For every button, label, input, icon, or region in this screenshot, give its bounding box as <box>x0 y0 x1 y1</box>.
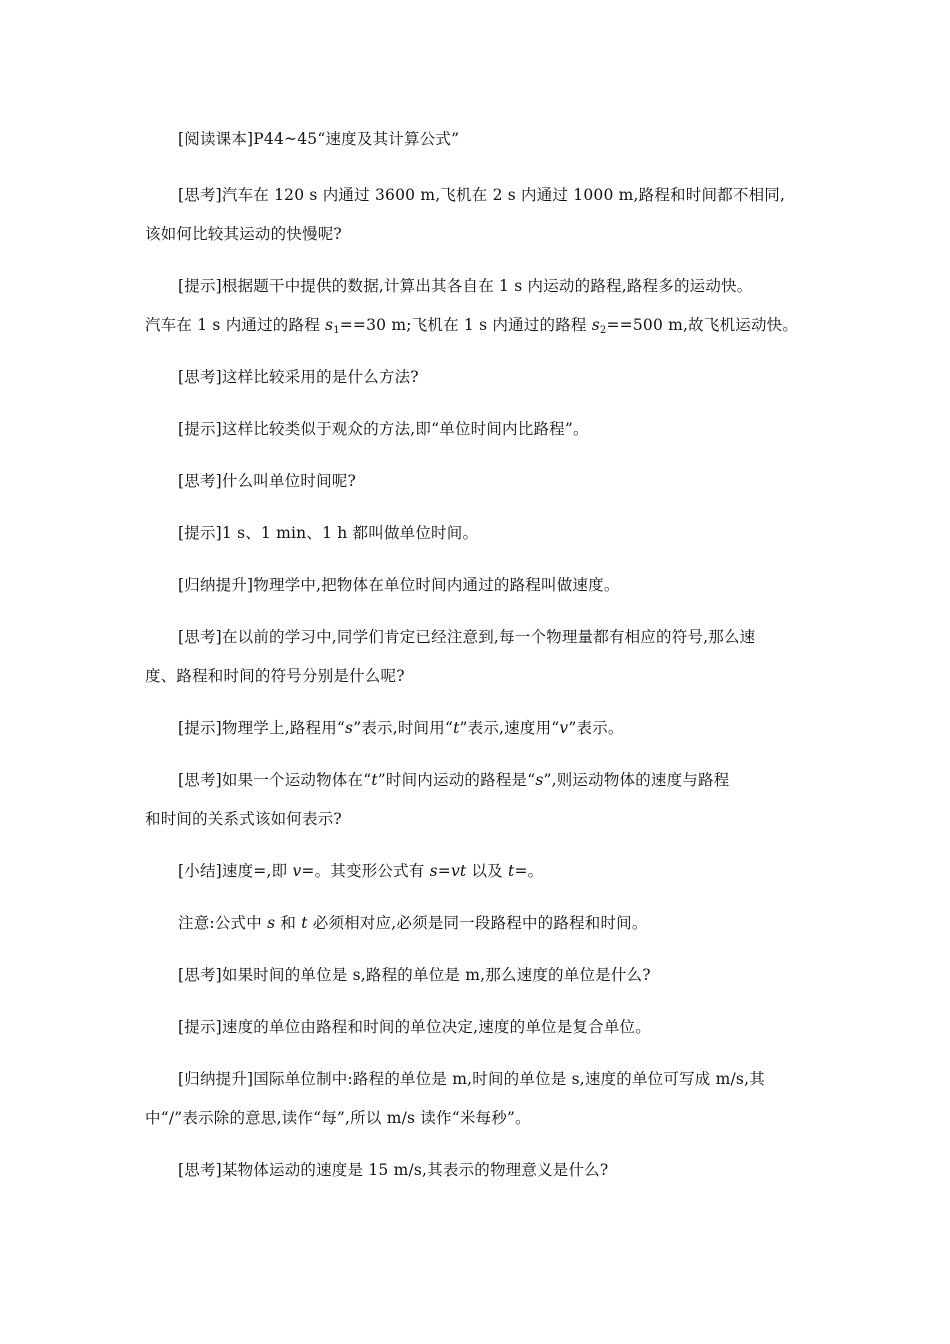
text-run: [思考]如果一个运动物体在“ <box>178 771 372 789</box>
paragraph-think-unit-time <box>145 462 810 501</box>
paragraph-summary-formula <box>145 852 810 891</box>
paragraph-reading-assignment <box>145 120 810 159</box>
symbol-t: t <box>508 862 515 880</box>
text-line: 该如何比较其运动的快慢呢? <box>145 225 342 243</box>
text-run: =。其变形公式有 <box>301 862 430 880</box>
paragraph-think-relation <box>145 761 810 839</box>
symbol-s: s <box>535 771 544 789</box>
text-run: ”表示。 <box>568 719 624 737</box>
paragraph-summary-si-unit <box>145 1060 810 1138</box>
text-line: [思考]在以前的学习中,同学们肯定已经注意到,每一个物理量都有相应的符号,那么速 <box>178 628 756 646</box>
paragraph-hint-unit <box>145 1008 810 1047</box>
text-run: 汽车在 1 s 内通过的路程 <box>145 316 326 334</box>
paragraph-think-compare <box>145 176 810 254</box>
symbol-v: v <box>292 862 302 880</box>
text-line: [思考]这样比较采用的是什么方法? <box>178 368 419 386</box>
formula-s-vt: s=vt <box>429 862 467 880</box>
text-run: [提示]物理学上,路程用“ <box>178 719 346 737</box>
text-run: ==30 m;飞机在 1 s 内通过的路程 <box>339 316 592 334</box>
text-line <box>145 709 810 748</box>
text-line: [思考]如果时间的单位是 s,路程的单位是 m,那么速度的单位是什么? <box>178 966 651 984</box>
symbol-v: v <box>559 719 569 737</box>
text-line: [思考]什么叫单位时间呢? <box>178 472 357 490</box>
text-run: 注意:公式中 <box>178 914 268 932</box>
subscript: 2 <box>599 325 607 336</box>
text-run: 以及 <box>466 862 509 880</box>
text-run: ”表示,时间用“ <box>353 719 454 737</box>
text-line: 度、路程和时间的符号分别是什么呢? <box>145 667 405 685</box>
symbol-s: s <box>345 719 354 737</box>
text-run: [小结]速度=,即 <box>178 862 293 880</box>
text-line <box>145 852 810 891</box>
text-line: [思考]某物体运动的速度是 15 m/s,其表示的物理意义是什么? <box>178 1161 609 1179</box>
symbol-s: s <box>267 914 276 932</box>
symbol-t: t <box>301 914 308 932</box>
text-line: [阅读课本]P44~45“速度及其计算公式” <box>178 130 460 148</box>
paragraph-think-symbols <box>145 618 810 696</box>
paragraph-hint-symbols <box>145 709 810 748</box>
symbol-s: s <box>325 316 334 334</box>
text-line <box>145 904 810 943</box>
subscript: 1 <box>333 325 340 336</box>
text-line <box>145 761 810 800</box>
symbol-t: t <box>453 719 460 737</box>
text-run: ”表示,速度用“ <box>459 719 560 737</box>
paragraph-note <box>145 904 810 943</box>
text-run: ”时间内运动的路程是“ <box>377 771 536 789</box>
text-line: [提示]根据题干中提供的数据,计算出其各自在 1 s 内运动的路程,路程多的运动快。 <box>178 277 753 295</box>
text-run: 必须相对应,必须是同一段路程中的路程和时间。 <box>307 914 648 932</box>
text-line: [思考]汽车在 120 s 内通过 3600 m,飞机在 2 s 内通过 1000 m,路程和时间都不相同, <box>178 186 786 204</box>
text-line <box>145 306 810 350</box>
text-run: ”,则运动物体的速度与路程 <box>543 771 730 789</box>
paragraph-think-method <box>145 358 810 397</box>
text-run: ==500 m,故飞机运动快。 <box>606 316 799 334</box>
paragraph-summary-speed <box>145 566 810 605</box>
paragraph-hint-method <box>145 410 810 449</box>
paragraph-hint-unit-time <box>145 514 810 553</box>
paragraph-think-meaning <box>145 1151 810 1190</box>
text-line: 中“/”表示除的意思,读作“每”,所以 m/s 读作“米每秒”。 <box>145 1109 531 1127</box>
text-line: [提示]这样比较类似于观众的方法,即“单位时间内比路程”。 <box>178 420 589 438</box>
paragraph-think-unit <box>145 956 810 995</box>
text-line: 和时间的关系式该如何表示? <box>145 810 342 828</box>
text-run: 和 <box>275 914 302 932</box>
symbol-t: t <box>371 771 378 789</box>
text-line: [提示]速度的单位由路程和时间的单位决定,速度的单位是复合单位。 <box>178 1018 651 1036</box>
text-run: =。 <box>514 862 544 880</box>
text-line: [归纳提升]国际单位制中:路程的单位是 m,时间的单位是 s,速度的单位可写成 m/s,其 <box>178 1070 765 1088</box>
text-line: [归纳提升]物理学中,把物体在单位时间内通过的路程叫做速度。 <box>178 576 620 594</box>
paragraph-hint-calc <box>145 267 810 350</box>
symbol-s: s <box>591 316 600 334</box>
text-line: [提示]1 s、1 min、1 h 都叫做单位时间。 <box>178 524 479 542</box>
